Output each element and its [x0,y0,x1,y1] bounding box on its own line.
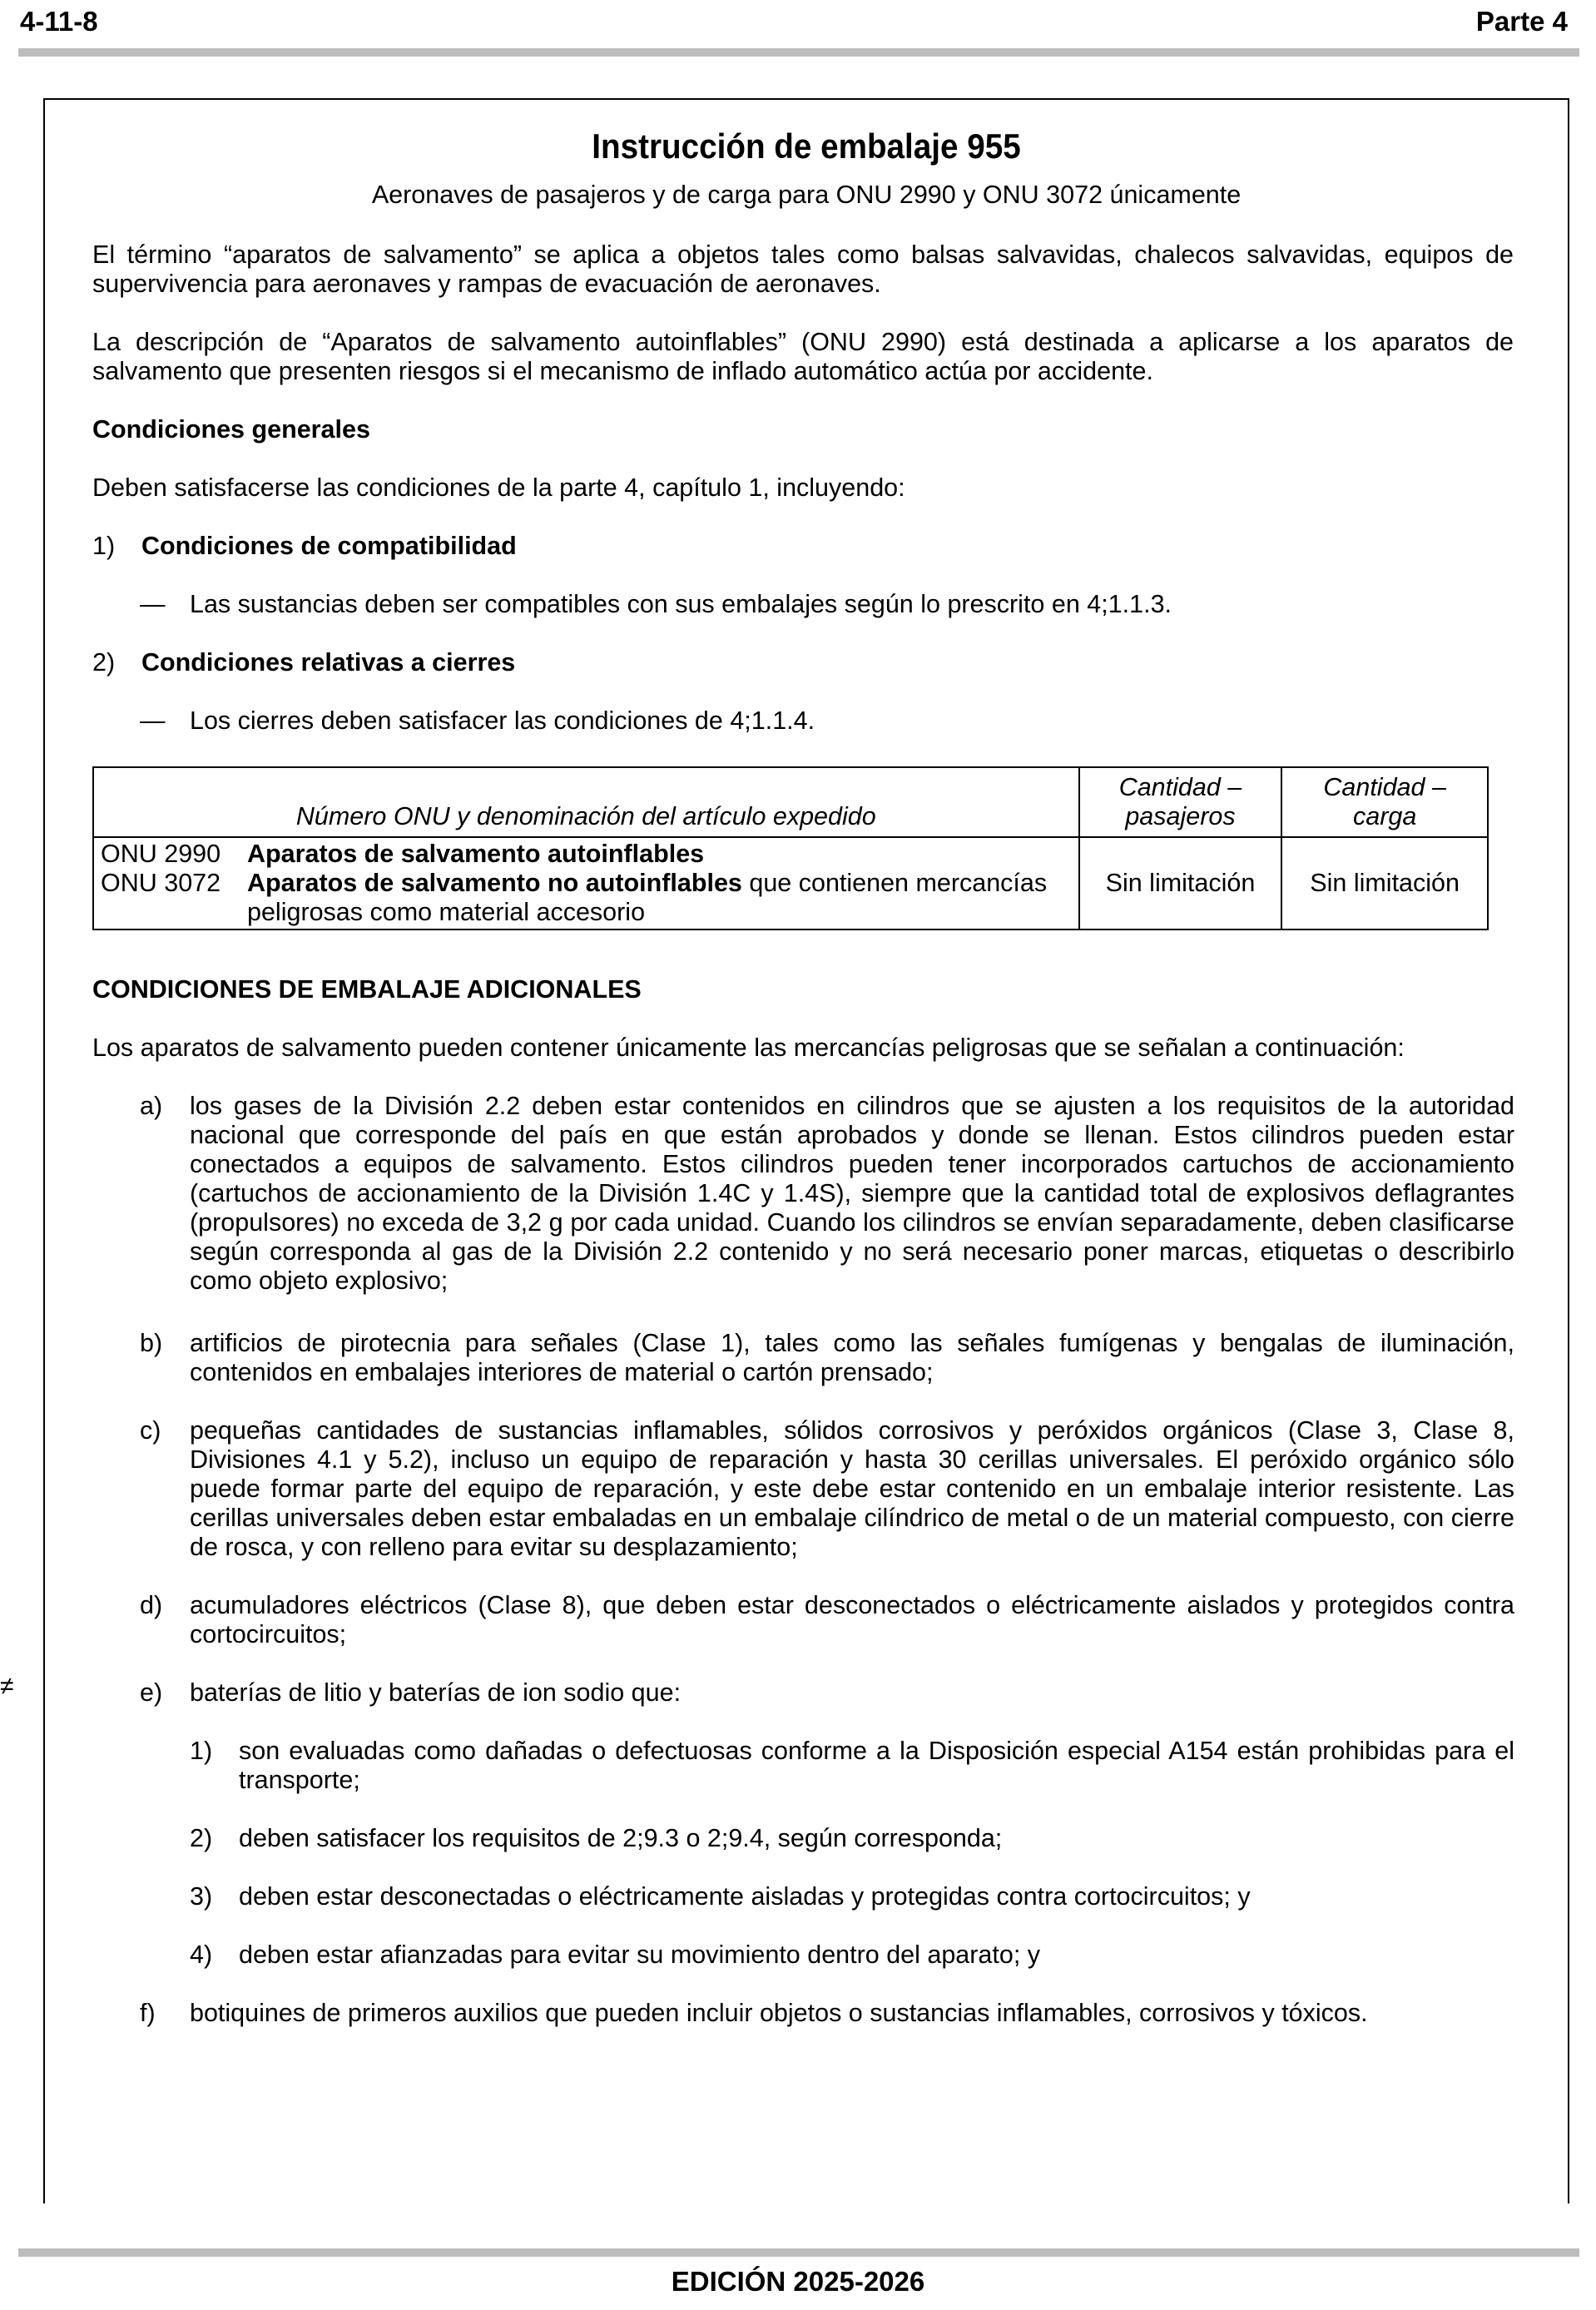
item-e-text: baterías de litio y baterías de ion sodio que: [190,1678,682,1707]
un-number: ONU 3072 [101,869,221,897]
header-item: Número ONU y denominación del artículo expedido [93,767,1079,837]
shipping-name: Aparatos de salvamento no autoinflables [247,869,742,897]
general-conditions-heading: Condiciones generales [92,415,370,444]
item-a-text: los gases de la División 2.2 deben estar contenidos en cilindros que se ajusten a los requisitos de la autoridad nacional que corresponde del país en que están aprobados y donde se llenan. Estos cilindros pueden estar conectados a equipos de salvamento. Estos cilindros pueden tener incorporados cartuchos de accionamiento (cartuchos de accionamiento de la División 1.4C y 1.4S), siempre que la cantidad total de explosivos deflagrantes (propulsores) no exceda de 3,2 g por cada unidad. Cuando los cilindros se envían separadamente, deben clasificarse según corresponda al gas de la División 2.2 contenido y no será necesario poner marcas, etiquetas o describirlo como objeto explosivo; [190,1092,1514,1295]
page-subtitle: Aeronaves de pasajeros y de carga para ONU 2990 y ONU 3072 únicamente [371,181,1242,209]
item-d-letter: d) [140,1591,163,1619]
change-marker: ≠ [0,1673,14,1700]
item-e-sub-3-text: deben estar desconectadas o eléctricamente aisladas y protegidas contra cortocircuitos; y [239,1882,1251,1911]
condition-1-dash: — [140,590,166,618]
item-b-text: artificios de pirotecnia para señales (Clase 1), tales como las señales fumígenas y bengalas de iluminación, contenidos en embalajes interiores de material o cartón prensado; [190,1329,1514,1386]
item-cell [93,837,1079,929]
item-e-sub-2-number: 2) [190,1824,213,1852]
item-e-sub-4-text: deben estar afianzadas para evitar su movimiento dentro del aparato; y [239,1941,1041,1969]
item-e-sub-3-number: 3) [190,1882,213,1911]
cargo-quantity-value: Sin limitación [1281,837,1488,929]
intro-paragraph-2: La descripción de “Aparatos de salvamento autoinflables” (ONU 2990) está destinada a aplicarse a los aparatos de salvamento que presenten riesgos si el mecanismo de inflado automático actúa por accidente. [92,328,1514,385]
item-f-letter: f) [140,1999,156,2027]
additional-conditions-heading: CONDICIONES DE EMBALAJE ADICIONALES [92,975,642,1004]
item-b-letter: b) [140,1329,163,1357]
condition-2-text: Los cierres deben satisfacer las condiciones de 4;1.1.4. [190,706,815,735]
item-c-letter: c) [140,1416,161,1445]
goods-table [92,766,1489,930]
item-e-sub-4-number: 4) [190,1941,213,1969]
additional-conditions-lead: Los aparatos de salvamento pueden contener únicamente las mercancías peligrosas que se señalan a continuación: [92,1034,1405,1062]
edition-footer: EDICIÓN 2025-2026 [671,2266,925,2297]
header-passenger-quantity-text: Cantidad – pasajeros [1118,773,1242,830]
un-number: ONU 2990 [101,840,221,868]
table-row [93,837,1488,929]
item-e-sub-1-text: son evaluadas como dañadas o defectuosas conforme a la Disposición especial A154 están prohibidas para el transporte; [239,1737,1514,1794]
intro-paragraph-1: El término “aparatos de salvamento” se aplica a objetos tales como balsas salvavidas, chalecos salvavidas, equipos de supervivencia para aeronaves y rampas de evacuación de aeronaves. [92,240,1514,298]
page-number: 4-11-8 [20,6,98,37]
header-cargo-quantity-text: Cantidad – carga [1323,773,1446,830]
table-header-row [93,767,1488,837]
part-label: Parte 4 [1475,6,1568,37]
item-a-letter: a) [140,1092,163,1120]
passenger-quantity-value: Sin limitación [1079,837,1282,929]
shipping-name-rest: que contienen mercancías peligrosas como material accesorio [247,869,1048,926]
list-item [94,869,1078,927]
shipping-name: Aparatos de salvamento autoinflables [247,840,705,868]
condition-2-title: Condiciones relativas a cierres [141,648,516,677]
condition-2-dash: — [140,706,166,735]
condition-1-number: 1) [92,532,116,560]
condition-1-title: Condiciones de compatibilidad [141,532,517,560]
header-passenger-quantity [1079,767,1282,837]
condition-2-number: 2) [92,648,116,677]
general-conditions-lead: Deben satisfacerse las condiciones de la parte 4, capítulo 1, incluyendo: [92,473,905,502]
item-c-text: pequeñas cantidades de sustancias inflamables, sólidos corrosivos y peróxidos orgánicos (Clase 3, Clase 8, Divisiones 4.1 y 5.2), incluso un equipo de reparación y hasta 30 cerillas universales. El peróxido orgánico sólo puede formar parte del equipo de reparación, y este debe estar contenido en un embalaje interior resistente. Las cerillas universales deben estar embaladas en un embalaje cilíndrico de metal o de un material compuesto, con cierre de rosca, y con relleno para evitar su desplazamiento; [190,1416,1514,1561]
header-rule [18,48,1579,57]
item-e-sub-2-text: deben satisfacer los requisitos de 2;9.3 o 2;9.4, según corresponda; [239,1824,1003,1852]
footer-rule [18,2248,1579,2257]
page-title: Instrucción de embalaje 955 [592,126,1021,166]
condition-1-text: Las sustancias deben ser compatibles con sus embalajes según lo prescrito en 4;1.1.3. [190,590,1172,618]
header-cargo-quantity [1281,767,1488,837]
item-d-text: acumuladores eléctricos (Clase 8), que deben estar desconectados o eléctricamente aislados y protegidos contra cortocircuitos; [190,1591,1514,1648]
item-f-text: botiquines de primeros auxilios que pueden incluir objetos o sustancias inflamables, corrosivos y tóxicos. [190,1999,1368,2027]
item-e-letter: e) [140,1678,163,1707]
item-e-sub-1-number: 1) [190,1737,213,1765]
shipping-name-block [247,869,1078,927]
list-item [94,840,1078,869]
